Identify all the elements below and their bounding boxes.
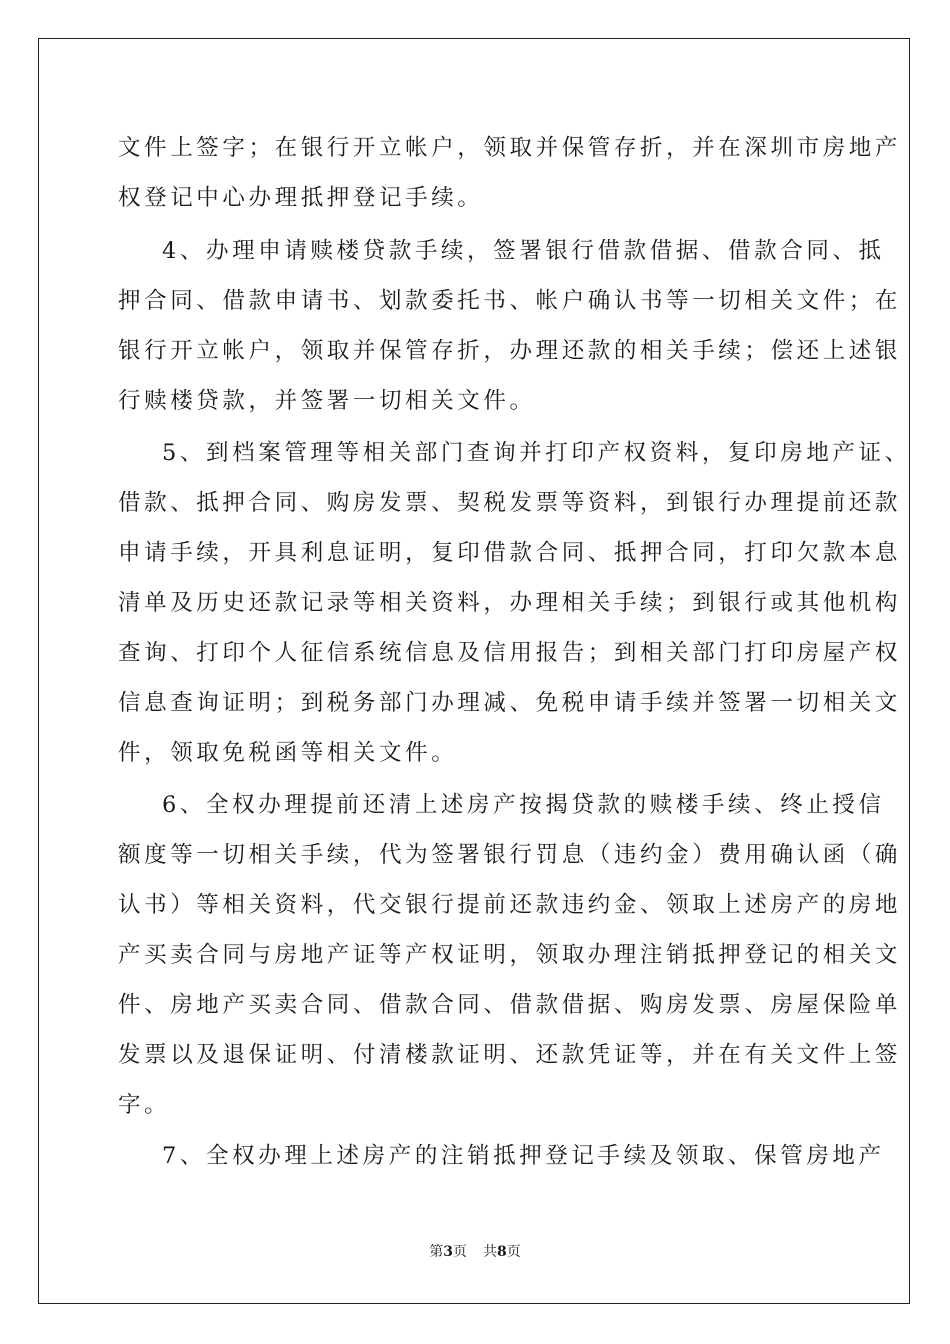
paragraph-start-line: 6、全权办理提前还清上述房产按揭贷款的赎楼手续、终止授信 — [162, 792, 885, 818]
page-number: 3 — [443, 1244, 453, 1260]
text-line: 权登记中心办理抵押登记手续。 — [118, 185, 484, 211]
text-line: 文件上签字；在银行开立帐户，领取并保管存折，并在深圳市房地产 — [118, 135, 902, 161]
text-line: 申请手续，开具利息证明，复印借款合同、抵押合同，打印欠款本息 — [118, 540, 902, 566]
text-line: 件、房地产买卖合同、借款合同、借款借据、购房发票、房屋保险单 — [118, 992, 902, 1018]
text-line: 件，领取免税函等相关文件。 — [118, 740, 458, 766]
total-prefix: 共 — [483, 1244, 497, 1260]
text-line: 借款、抵押合同、购房发票、契税发票等资料，到银行办理提前还款 — [118, 490, 902, 516]
text-line: 额度等一切相关手续，代为签署银行罚息（违约金）费用确认函（确 — [118, 842, 902, 868]
page-footer — [0, 1243, 950, 1261]
text-line: 查询、打印个人征信系统信息及信用报告；到相关部门打印房屋产权 — [118, 640, 902, 666]
paragraph-start-line: 5、到档案管理等相关部门查询并打印产权资料，复印房地产证、 — [162, 440, 911, 466]
text-line: 清单及历史还款记录等相关资料，办理相关手续；到银行或其他机构 — [118, 590, 902, 616]
text-line: 字。 — [118, 1092, 171, 1118]
text-line: 行赎楼贷款，并签署一切相关文件。 — [118, 388, 536, 414]
text-line: 押合同、借款申请书、划款委托书、帐户确认书等一切相关文件；在 — [118, 288, 902, 314]
text-line: 发票以及退保证明、付清楼款证明、还款凭证等，并在有关文件上签 — [118, 1042, 902, 1068]
total-pages: 8 — [497, 1244, 507, 1260]
page-prefix: 第 — [429, 1244, 444, 1260]
text-line: 认书）等相关资料，代交银行提前还款违约金、领取上述房产的房地 — [118, 892, 902, 918]
paragraph-start-line: 7、全权办理上述房产的注销抵押登记手续及领取、保管房地产 — [162, 1143, 885, 1169]
total-suffix: 页 — [506, 1244, 521, 1260]
text-line: 银行开立帐户，领取并保管存折，办理还款的相关手续；偿还上述银 — [118, 338, 902, 364]
text-line: 产买卖合同与房地产证等产权证明，领取办理注销抵押登记的相关文 — [118, 942, 902, 968]
paragraph-start-line: 4、办理申请赎楼贷款手续，签署银行借款借据、借款合同、抵 — [162, 238, 885, 264]
text-line: 信息查询证明；到税务部门办理减、免税申请手续并签署一切相关文 — [118, 690, 902, 716]
page-suffix: 页 — [453, 1244, 467, 1260]
